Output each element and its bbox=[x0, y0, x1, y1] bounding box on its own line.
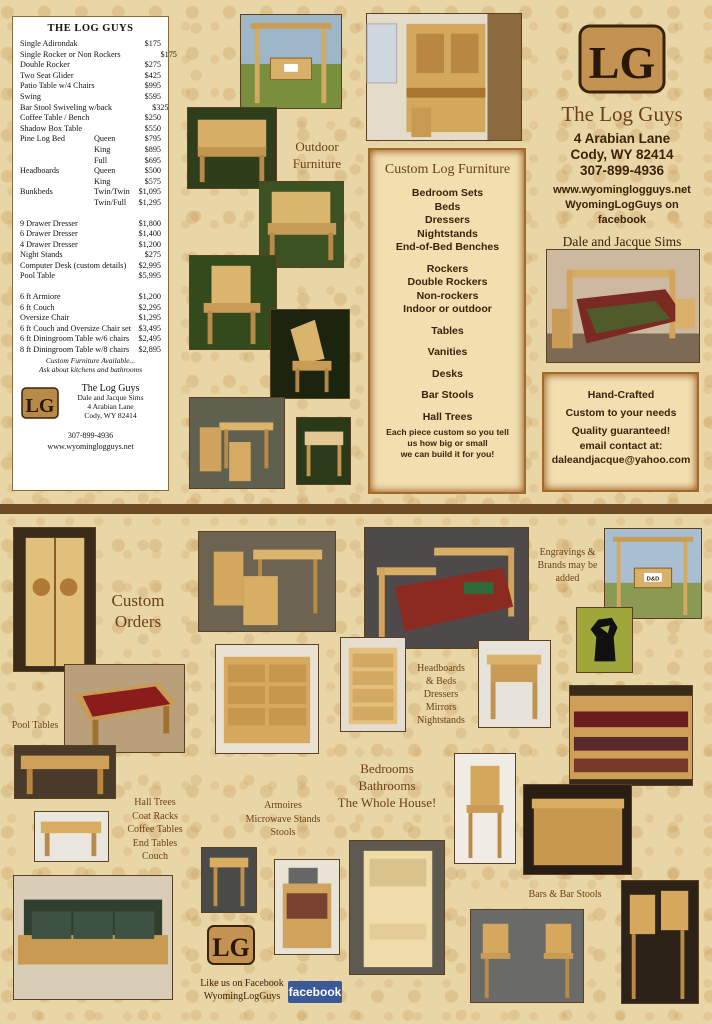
photo-wine-rack bbox=[569, 685, 693, 786]
bedrooms-line: The Whole House! bbox=[337, 795, 437, 810]
price-row bbox=[20, 39, 161, 50]
header-website[interactable]: www.wyominglogguys.net bbox=[553, 184, 691, 196]
headboards-line: Headboards bbox=[417, 663, 465, 674]
photo-dining-set bbox=[198, 531, 336, 632]
price-row bbox=[20, 240, 161, 251]
price-row bbox=[20, 250, 161, 261]
photo-end-table bbox=[34, 811, 109, 862]
log-guys-logo bbox=[20, 384, 60, 422]
price-item-price: $595 bbox=[144, 91, 161, 101]
price-item-name: 8 ft Diningroom Table w/8 chairs bbox=[20, 345, 130, 355]
photo-computer-desk bbox=[366, 13, 522, 141]
hall-trees-line: End Tables bbox=[132, 837, 178, 849]
photo-dresser bbox=[215, 644, 319, 754]
price-item-name: Pool Table bbox=[20, 271, 55, 281]
services-footer-line: we can build it for you! bbox=[400, 449, 495, 459]
outdoor-label-line-1: Outdoor bbox=[295, 139, 339, 154]
engravings-line: Brands may be bbox=[537, 560, 598, 571]
price-row bbox=[20, 313, 161, 324]
price-item-price: $1,295 bbox=[138, 197, 161, 207]
price-row bbox=[20, 219, 161, 230]
brand-name: The Log Guys bbox=[561, 102, 683, 126]
photo-log-bed bbox=[546, 249, 700, 363]
price-item-price: $175 bbox=[160, 49, 177, 59]
price-item-price: $2,895 bbox=[138, 345, 161, 355]
services-group-tables bbox=[370, 325, 525, 425]
photo-bar-counter bbox=[523, 784, 632, 875]
price-row bbox=[20, 145, 161, 156]
outdoor-furniture-label bbox=[282, 138, 352, 172]
price-item-name: Patio Table w/4 Chairs bbox=[20, 81, 95, 91]
services-footer-line: Each piece custom so you tell bbox=[386, 427, 509, 437]
logo-text: LG bbox=[212, 933, 250, 962]
service-item: Desks bbox=[432, 367, 463, 380]
headboards-line: & Beds bbox=[425, 676, 457, 687]
service-item: Hall Trees bbox=[422, 410, 473, 423]
services-list bbox=[370, 150, 525, 495]
handcrafted-box bbox=[544, 374, 698, 492]
services-footer-line: us how big or small bbox=[407, 438, 488, 448]
price-row bbox=[20, 229, 161, 240]
price-item-name: 6 ft Armiore bbox=[20, 292, 61, 302]
price-item-price: $550 bbox=[144, 123, 161, 133]
armoires-line: Microwave Stands bbox=[245, 813, 321, 825]
like-facebook-line: WyomingLogGuys bbox=[203, 991, 281, 1002]
handcrafted-line: Hand-Crafted bbox=[587, 389, 655, 401]
logo-text: LG bbox=[25, 394, 55, 417]
photo-swing-outdoor bbox=[240, 14, 342, 109]
photo-microwave-stand bbox=[274, 859, 340, 955]
hall-trees-line: Coat Racks bbox=[132, 810, 178, 822]
price-row bbox=[20, 271, 161, 282]
price-row bbox=[20, 177, 161, 188]
owners: Dale and Jacque Sims bbox=[562, 234, 682, 249]
photo-swing-engraved bbox=[604, 528, 702, 619]
card-phone: 307-899-4936 bbox=[67, 430, 114, 440]
price-item-size bbox=[95, 81, 135, 92]
price-item-name: Computer Desk (custom details) bbox=[20, 260, 127, 270]
price-item-size bbox=[94, 113, 134, 124]
headboards-line: Nightstands bbox=[417, 715, 465, 726]
price-item-price: $1,800 bbox=[138, 218, 161, 228]
service-item: Bar Stools bbox=[421, 389, 474, 401]
price-item-price: $575 bbox=[144, 176, 161, 186]
armoires-line: Stools bbox=[270, 827, 296, 838]
custom-orders-line: Custom bbox=[111, 591, 165, 610]
price-item-size bbox=[94, 60, 134, 71]
price-item-name bbox=[20, 177, 94, 188]
price-item-name: Double Rocker bbox=[20, 60, 70, 70]
photo-pool-table bbox=[64, 664, 185, 753]
price-item-price: $1,200 bbox=[138, 239, 161, 249]
price-row bbox=[20, 324, 161, 335]
price-list-note-custom: Custom Furniture Available... bbox=[45, 355, 136, 365]
price-item-price: $2,495 bbox=[138, 334, 161, 344]
price-item-size: King bbox=[94, 176, 111, 186]
price-item-name bbox=[20, 145, 94, 156]
price-row bbox=[20, 198, 161, 209]
services-footer bbox=[370, 427, 525, 460]
price-item-price: $1,400 bbox=[138, 229, 161, 239]
price-row bbox=[20, 156, 161, 167]
like-facebook-label bbox=[196, 977, 288, 1003]
header-city: Cody, WY 82414 bbox=[570, 147, 674, 162]
price-item-price: $500 bbox=[144, 166, 161, 176]
photo-bar-stool bbox=[454, 753, 516, 864]
photo-bar-stools-row bbox=[621, 880, 699, 1004]
price-item-name bbox=[20, 198, 94, 209]
price-item-price: $2,995 bbox=[138, 260, 161, 270]
price-item-name bbox=[20, 156, 94, 167]
headboards-line: Mirrors bbox=[425, 702, 457, 713]
handcrafted-email[interactable]: daleandjacque@yahoo.com bbox=[551, 454, 691, 466]
price-item-name: 6 ft Diningroom Table w/6 chairs bbox=[20, 334, 130, 344]
price-item-price: $1,095 bbox=[138, 187, 161, 197]
price-item-size: Twin/Twin bbox=[94, 187, 130, 197]
handcrafted-line: Custom to your needs bbox=[565, 407, 677, 419]
card-street: 4 Arabian Lane bbox=[87, 401, 134, 411]
card-city: Cody, WY 82414 bbox=[84, 410, 137, 420]
price-row bbox=[20, 334, 161, 345]
photo-stool bbox=[201, 847, 257, 913]
price-item-size bbox=[121, 50, 161, 61]
pool-tables-label: Pool Tables bbox=[11, 720, 59, 731]
price-item-name: Single Rocker or Non Rockers bbox=[20, 49, 121, 59]
price-item-name: Bar Stool Swiveling w/back bbox=[20, 102, 113, 112]
facebook-button[interactable]: facebook bbox=[288, 981, 342, 1003]
price-list-title: THE LOG GUYS bbox=[47, 23, 134, 34]
service-item: Dressers bbox=[425, 214, 470, 226]
price-item-price: $995 bbox=[144, 81, 161, 91]
service-item: Indoor or outdoor bbox=[403, 303, 492, 315]
service-item: Vanities bbox=[427, 346, 468, 358]
services-group-rockers bbox=[370, 263, 525, 317]
price-item-name: 4 Drawer Dresser bbox=[20, 239, 78, 249]
service-item: Rockers bbox=[426, 262, 469, 275]
price-row bbox=[20, 92, 161, 103]
price-item-size bbox=[94, 124, 134, 135]
photo-bench bbox=[187, 107, 277, 189]
price-row bbox=[20, 345, 161, 356]
price-item-size bbox=[94, 92, 134, 103]
price-item-name: 6 Drawer Dresser bbox=[20, 229, 78, 239]
price-list-items-dressers bbox=[20, 219, 161, 283]
bedrooms-line: Bathrooms bbox=[358, 778, 416, 793]
engravings-label bbox=[530, 546, 605, 585]
price-row bbox=[20, 102, 169, 114]
price-item-name: Night Stands bbox=[20, 250, 63, 260]
price-item-price: $275 bbox=[144, 250, 162, 260]
price-item-name: 6 ft Couch and Oversize Chair set bbox=[20, 323, 131, 333]
price-row bbox=[20, 49, 177, 61]
engravings-line: added bbox=[555, 573, 580, 584]
photo-rocker-chair bbox=[270, 309, 350, 399]
section-divider bbox=[0, 504, 712, 514]
price-item-price: $5,995 bbox=[138, 271, 162, 281]
price-item-size bbox=[94, 39, 134, 50]
price-item-name: Pine Log Bed bbox=[20, 134, 66, 144]
price-item-name: Single Adirondak bbox=[20, 39, 78, 48]
price-item-name: Swing bbox=[20, 91, 41, 101]
price-item-price: $325 bbox=[152, 102, 169, 112]
services-group-bedroom bbox=[370, 187, 525, 255]
hall-trees-line: Coffee Tables bbox=[127, 824, 183, 835]
price-row bbox=[20, 187, 161, 198]
price-item-name: Shadow Box Table bbox=[20, 123, 83, 133]
photo-horse-brand bbox=[576, 607, 633, 673]
header-street: 4 Arabian Lane bbox=[573, 131, 671, 146]
outdoor-label-line-2: Furniture bbox=[292, 156, 342, 171]
photo-nightstand bbox=[478, 640, 551, 728]
logo-text: LG bbox=[588, 37, 656, 88]
price-item-price: $250 bbox=[144, 113, 161, 123]
armoires-line: Armoires bbox=[264, 800, 302, 811]
price-item-size: Queen bbox=[94, 166, 116, 176]
price-row bbox=[20, 261, 161, 272]
engravings-line: Engravings & bbox=[539, 547, 596, 558]
photo-adirondack-chair bbox=[189, 255, 277, 350]
business-card bbox=[20, 384, 161, 422]
swing-plaque-text: D&D bbox=[646, 576, 660, 583]
photo-couch bbox=[13, 875, 173, 1000]
handcrafted-line: Quality guaranteed! bbox=[571, 425, 671, 437]
price-row bbox=[20, 124, 161, 135]
price-item-name: Two Seat Glider bbox=[20, 70, 74, 80]
price-item-size: Full bbox=[94, 155, 108, 165]
price-row bbox=[20, 60, 161, 71]
bedrooms-line: Bedrooms bbox=[360, 761, 414, 776]
photo-armoire bbox=[13, 527, 96, 672]
price-item-price: $2,295 bbox=[138, 302, 162, 312]
price-row bbox=[20, 166, 161, 177]
price-row bbox=[20, 134, 161, 145]
armoires-label bbox=[240, 799, 326, 840]
price-row bbox=[20, 71, 161, 82]
headboards-line: Dressers bbox=[423, 689, 459, 700]
service-item: Tables bbox=[431, 324, 464, 337]
header-phone: 307-899-4936 bbox=[579, 163, 665, 178]
price-item-size bbox=[94, 71, 134, 82]
log-guys-logo-small bbox=[205, 920, 257, 970]
price-item-name: Headboards bbox=[20, 166, 60, 176]
price-item-name: 9 Drawer Dresser bbox=[20, 218, 78, 228]
service-item: End-of-Bed Benches bbox=[395, 241, 500, 253]
headboards-label bbox=[408, 662, 474, 727]
price-item-name: Oversize Chair bbox=[20, 313, 70, 323]
service-item: Bedroom Sets bbox=[411, 187, 484, 199]
bedrooms-label bbox=[328, 760, 446, 811]
price-list-items bbox=[20, 39, 177, 209]
hall-trees-line: Hall Trees bbox=[134, 797, 176, 808]
price-item-name: Coffee Table / Bench bbox=[20, 113, 90, 123]
price-item-price: $1,295 bbox=[138, 313, 161, 323]
photo-chest-drawers bbox=[340, 637, 406, 732]
price-item-price: $425 bbox=[144, 70, 161, 80]
photo-coffee-table-log bbox=[14, 745, 116, 799]
service-item: Double Rockers bbox=[407, 276, 488, 288]
price-item-price: $275 bbox=[144, 60, 161, 70]
service-item: Non-rockers bbox=[416, 289, 479, 302]
log-guys-logo-large bbox=[576, 18, 668, 100]
price-item-price: $175 bbox=[144, 39, 161, 48]
price-item-size: Queen bbox=[94, 134, 116, 144]
hall-trees-label bbox=[118, 796, 192, 864]
hall-trees-line: Couch bbox=[141, 851, 169, 862]
photo-patio-table bbox=[189, 397, 285, 489]
price-row bbox=[20, 81, 161, 92]
price-item-size: Twin/Full bbox=[94, 197, 127, 207]
price-row bbox=[20, 292, 161, 303]
price-row bbox=[20, 303, 161, 314]
price-list-note-kitchens: Ask about kitchens and bathrooms bbox=[38, 364, 143, 374]
bars-label: Bars & Bar Stools bbox=[528, 889, 602, 900]
price-list bbox=[12, 16, 177, 491]
price-item-price: $3,495 bbox=[138, 323, 161, 333]
photo-shadow-box-table bbox=[296, 417, 351, 485]
custom-orders-line: Orders bbox=[114, 612, 162, 631]
custom-orders-label bbox=[100, 590, 176, 632]
service-item: Nightstands bbox=[417, 227, 478, 240]
price-item-price: $895 bbox=[144, 144, 161, 154]
photo-bed-quilt bbox=[364, 527, 529, 649]
card-names: Dale and Jacque Sims bbox=[77, 392, 144, 402]
header-facebook[interactable]: WyomingLogGuys on facebook bbox=[565, 199, 679, 226]
like-facebook-line: Like us on Facebook bbox=[200, 978, 284, 989]
price-row bbox=[20, 113, 161, 124]
price-list-items-living bbox=[20, 292, 161, 356]
price-item-price: $795 bbox=[144, 134, 161, 144]
services-title: Custom Log Furniture bbox=[384, 162, 511, 177]
photo-microwave-hutch bbox=[349, 840, 445, 975]
photo-bar-stools-pair bbox=[470, 909, 584, 1003]
price-item-name: 6 ft Couch bbox=[20, 302, 55, 312]
service-item: Beds bbox=[434, 200, 461, 213]
price-item-size: King bbox=[94, 144, 111, 154]
handcrafted-line: email contact at: bbox=[579, 440, 663, 452]
price-item-name: Bunkbeds bbox=[20, 187, 53, 197]
header-contact bbox=[540, 102, 704, 250]
card-website[interactable]: www.wyominglogguys.net bbox=[47, 441, 134, 451]
price-item-size bbox=[112, 103, 152, 114]
card-title: The Log Guys bbox=[81, 382, 140, 394]
price-item-price: $1,200 bbox=[138, 292, 162, 302]
price-item-price: $695 bbox=[144, 155, 161, 165]
